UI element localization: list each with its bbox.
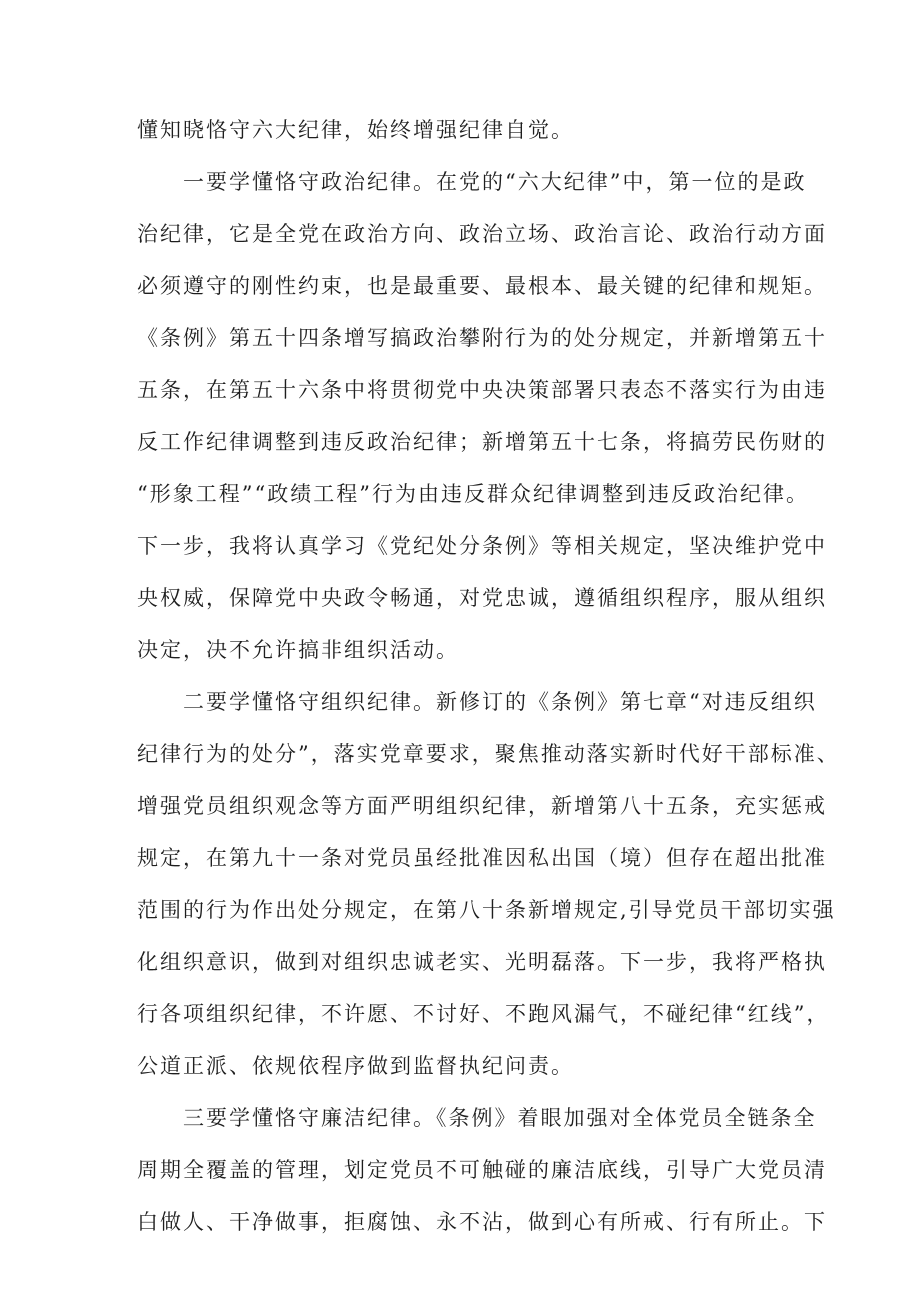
text-line: 一要学懂恪守政治纪律。在党的“六大纪律”中，第一位的是政 [137, 170, 807, 194]
text-line: 《条例》第五十四条增写搞政治攀附行为的处分规定，并新增第五十 [137, 326, 827, 350]
text-line: “形象工程”“政绩工程”行为由违反群众纪律调整到违反政治纪律。 [137, 482, 809, 506]
text-line: 五条，在第五十六条中将贯彻党中央决策部署只表态不落实行为由违 [137, 378, 827, 402]
text-line: 公道正派、依规依程序做到监督执纪问责。 [137, 1054, 574, 1078]
document-body [137, 104, 840, 1248]
text-line: 纪律行为的处分”，落实党章要求，聚焦推动落实新时代好干部标准、 [137, 742, 840, 766]
text-line: 下一步，我将认真学习《党纪处分条例》等相关规定，坚决维护党中 [137, 534, 827, 558]
text-line: 央权威，保障党中央政令畅通，对党忠诚，遵循组织程序，服从组织 [137, 586, 827, 610]
text-line: 周期全覆盖的管理，划定党员不可触碰的廉洁底线，引导广大党员清 [137, 1158, 827, 1182]
text-line: 规定，在第九十一条对党员虽经批准因私出国（境）但存在超出批准 [137, 846, 827, 870]
text-line: 范围的行为作出处分规定，在第八十条新增规定,引导党员干部切实强 [137, 898, 836, 922]
text-line: 决定，决不允许搞非组织活动。 [137, 638, 459, 662]
text-line: 白做人、干净做事，拒腐蚀、永不沾，做到心有所戒、行有所止。下 [137, 1210, 827, 1234]
text-line: 治纪律，它是全党在政治方向、政治立场、政治言论、政治行动方面 [137, 222, 827, 246]
text-line: 化组织意识，做到对组织忠诚老实、光明磊落。下一步，我将严格执 [137, 950, 827, 974]
text-line: 反工作纪律调整到违反政治纪律；新增第五十七条，将搞劳民伤财的 [137, 430, 827, 454]
text-line: 三要学懂恪守廉洁纪律。《条例》着眼加强对全体党员全链条全 [137, 1106, 817, 1130]
text-line: 二要学懂恪守组织纪律。新修订的《条例》第七章“对违反组织 [137, 690, 817, 714]
text-line: 行各项组织纪律，不许愿、不讨好、不跑风漏气，不碰纪律“红线”， [137, 1002, 830, 1026]
text-line: 必须遵守的刚性约束，也是最重要、最根本、最关键的纪律和规矩。 [137, 274, 827, 298]
text-line: 增强党员组织观念等方面严明组织纪律，新增第八十五条，充实惩戒 [137, 794, 827, 818]
text-line: 懂知晓恪守六大纪律，始终增强纪律自觉。 [137, 118, 574, 142]
